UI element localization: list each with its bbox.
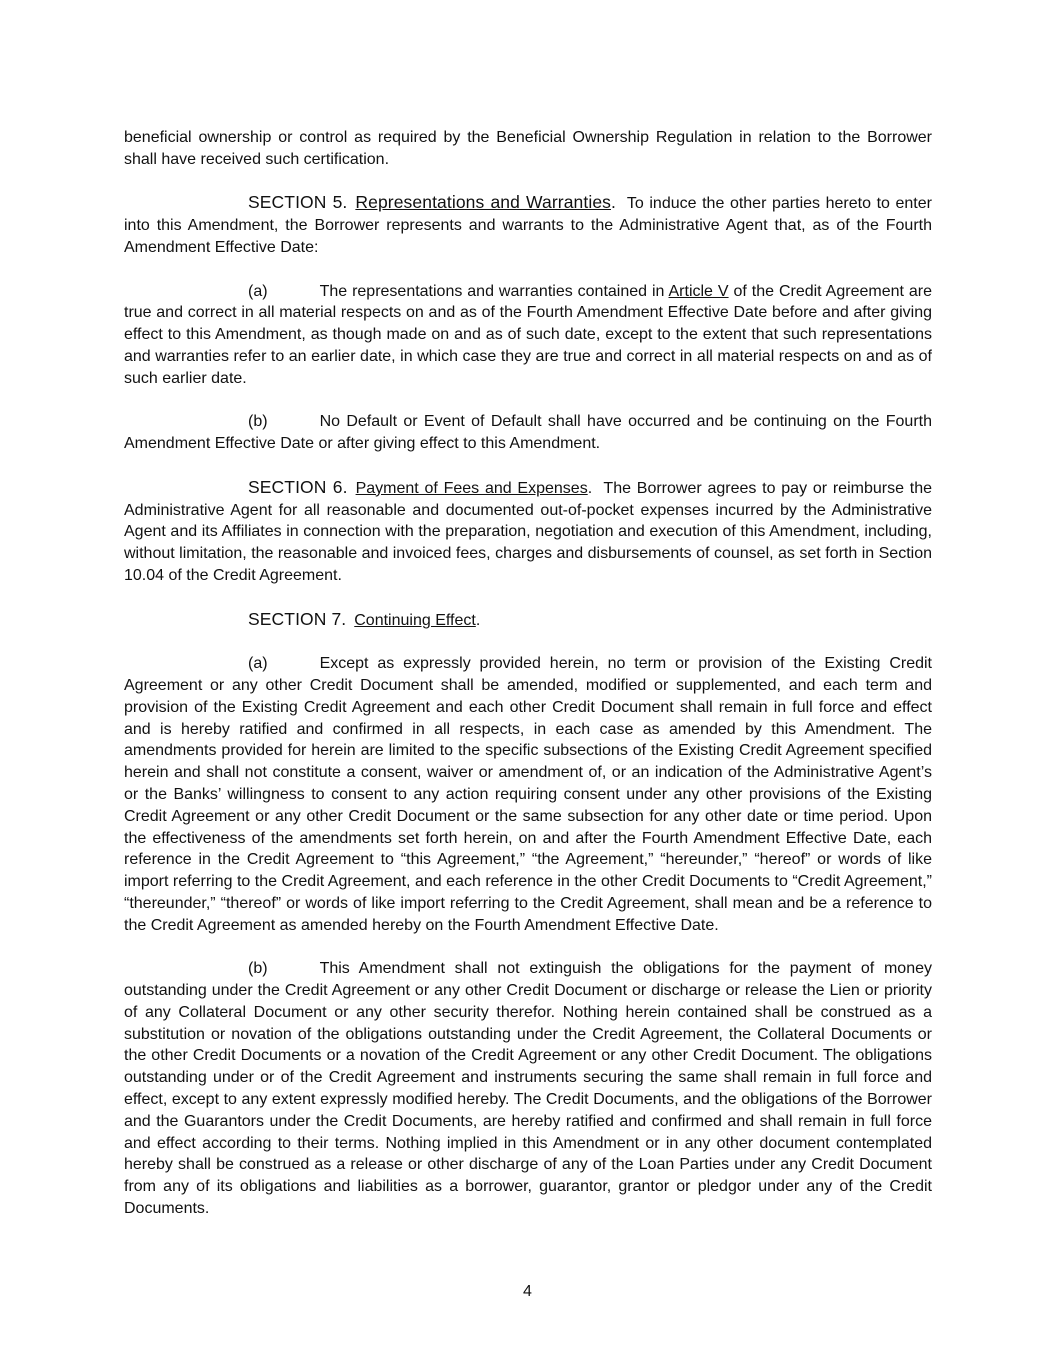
section-7-a: (a) Except as expressly provided herein, no term or provision of the Existing Credit Agreement or any other Credit Document shall be amended, modified or supplemented, and each term and provision of the Existing Credit Agreement and each other Credit Document shall remain in full force and effect and is hereby ratified and confirmed in all respects, in each case as amended by this Amendment. The amendments provided for herein are limited to the specific subsections of the Existing Credit Agreement specified herein and shall not constitute a consent, waiver or amendment of, or an indication of the Administrative Agent’s or the Banks’ willingness to consent to any action requiring consent under any other provisions of the Existing Credit Agreement or any other Credit Document or the same subsection for any other date or time period. Upon the effectiveness of the amendments set forth herein, on and after the Fourth Amendment Effective Date, each reference in the Credit Agreement to “this Agreement,” “the Agreement,” “hereunder,” “hereof” or words of like import referring to the Credit Agreement, and each reference in the other Credit Documents to “Credit Agreement,” “thereunder,” “thereof” or words of like import referring to the Credit Agreement, shall mean and be a reference to the Credit Agreement as amended hereby on the Fourth Amendment Effective Date. bbox=[124, 655, 932, 934]
section-6-text: The Borrower agrees to pay or reimburse the Administrative Agent for all reasonable and documented out-of-pocket expenses incurred by the Administrative Agent and its Affiliates in connection with the preparation, negotiation and execution of this Amendment, including, without limitation, the reasonable and invoiced fees, charges and disbursements of counsel, as set forth in Section 10.04 of the Credit Agreement. bbox=[124, 479, 933, 584]
section-5-text: To induce the other parties hereto to enter into this Amendment, the Borrower represents and warrants to the Administrative Agent that, as of the Fourth Amendment Effective Date: bbox=[124, 195, 932, 256]
section-7: SECTION 7. Continuing Effect. bbox=[248, 608, 481, 629]
section-5-a: (a) The representations and warranties contained in Article V of the Credit Agreement are true and correct in all material respects on and as of the Fourth Amendment Effective Date before and after giving effect to this Amendment, as though made on and as of such date, except to the extent that such representations and warranties refer to an earlier date, in which case they are true and correct in all material respects on and as of such earlier date. bbox=[124, 282, 933, 387]
section-5-heading: SECTION 5. bbox=[248, 192, 348, 213]
paragraph-continuation: beneficial ownership or control as required by the Beneficial Ownership Regulation in relation to the Borrower shall have received such certification. bbox=[124, 129, 932, 168]
section-7-title: Continuing Effect bbox=[354, 611, 476, 629]
section-7-b: (b) This Amendment shall not extinguish the obligations for the payment of money outstanding under the Credit Agreement or any other Credit Document or discharge or release the Lien or priority of any Collateral Document or any other security therefor. Nothing herein contained shall be construed as a substitution or novation of the obligations outstanding under the Credit Agreement, the Collateral Documents or the other Credit Documents or a novation of the Credit Agreement or any other Credit Document. The obligations outstanding under or of the Credit Agreement and instruments securing the same shall remain in full force and effect, except to any extent expressly modified hereby. The Credit Documents, and the obligations of the Borrower and the Guarantors under the Credit Documents, are hereby ratified and confirmed and shall remain in full force and effect according to their terms. Nothing implied in this Amendment or in any other document contemplated hereby shall be construed as a release or other discharge of any of the Loan Parties under any Credit Document from any of its obligations and liabilities as a borrower, guarantor, grantor or pledgor under any of the Credit Documents. bbox=[124, 960, 932, 1218]
section-7-b-label: (b) bbox=[248, 960, 268, 978]
section-5: SECTION 5. Representations and Warranties. To induce the other parties hereto to enter into this Amendment, the Borrower represents and warrants to the Administrative Agent that, as of the Fourth Amendment Effective Date: bbox=[124, 192, 932, 256]
section-6-title: Payment of Fees and Expenses bbox=[355, 479, 588, 497]
section-5-a-label: (a) bbox=[248, 282, 268, 300]
page-number: 4 bbox=[523, 1283, 532, 1300]
section-7-heading: SECTION 7. bbox=[248, 608, 347, 629]
section-6: SECTION 6. Payment of Fees and Expenses. The Borrower agrees to pay or reimburse the Administrative Agent for all reasonable and documented out-of-pocket expenses incurred by the Administrative Agent and its Affiliates in connection with the preparation, negotiation and execution of this Amendment, including, without limitation, the reasonable and invoiced fees, charges and disbursements of counsel, as set forth in Section 10.04 of the Credit Agreement. bbox=[124, 476, 933, 584]
section-5-b: (b) No Default or Event of Default shall have occurred and be continuing on the Fourth Amendment Effective Date or after giving effect to this Amendment. bbox=[124, 413, 932, 453]
section-6-heading: SECTION 6. bbox=[248, 476, 348, 497]
section-5-title: Representations and Warranties bbox=[355, 192, 611, 213]
document-body bbox=[124, 127, 932, 1242]
section-5-b-label: (b) bbox=[248, 413, 268, 431]
article-v-reference: Article V bbox=[668, 282, 729, 300]
section-7-a-label: (a) bbox=[248, 655, 268, 673]
